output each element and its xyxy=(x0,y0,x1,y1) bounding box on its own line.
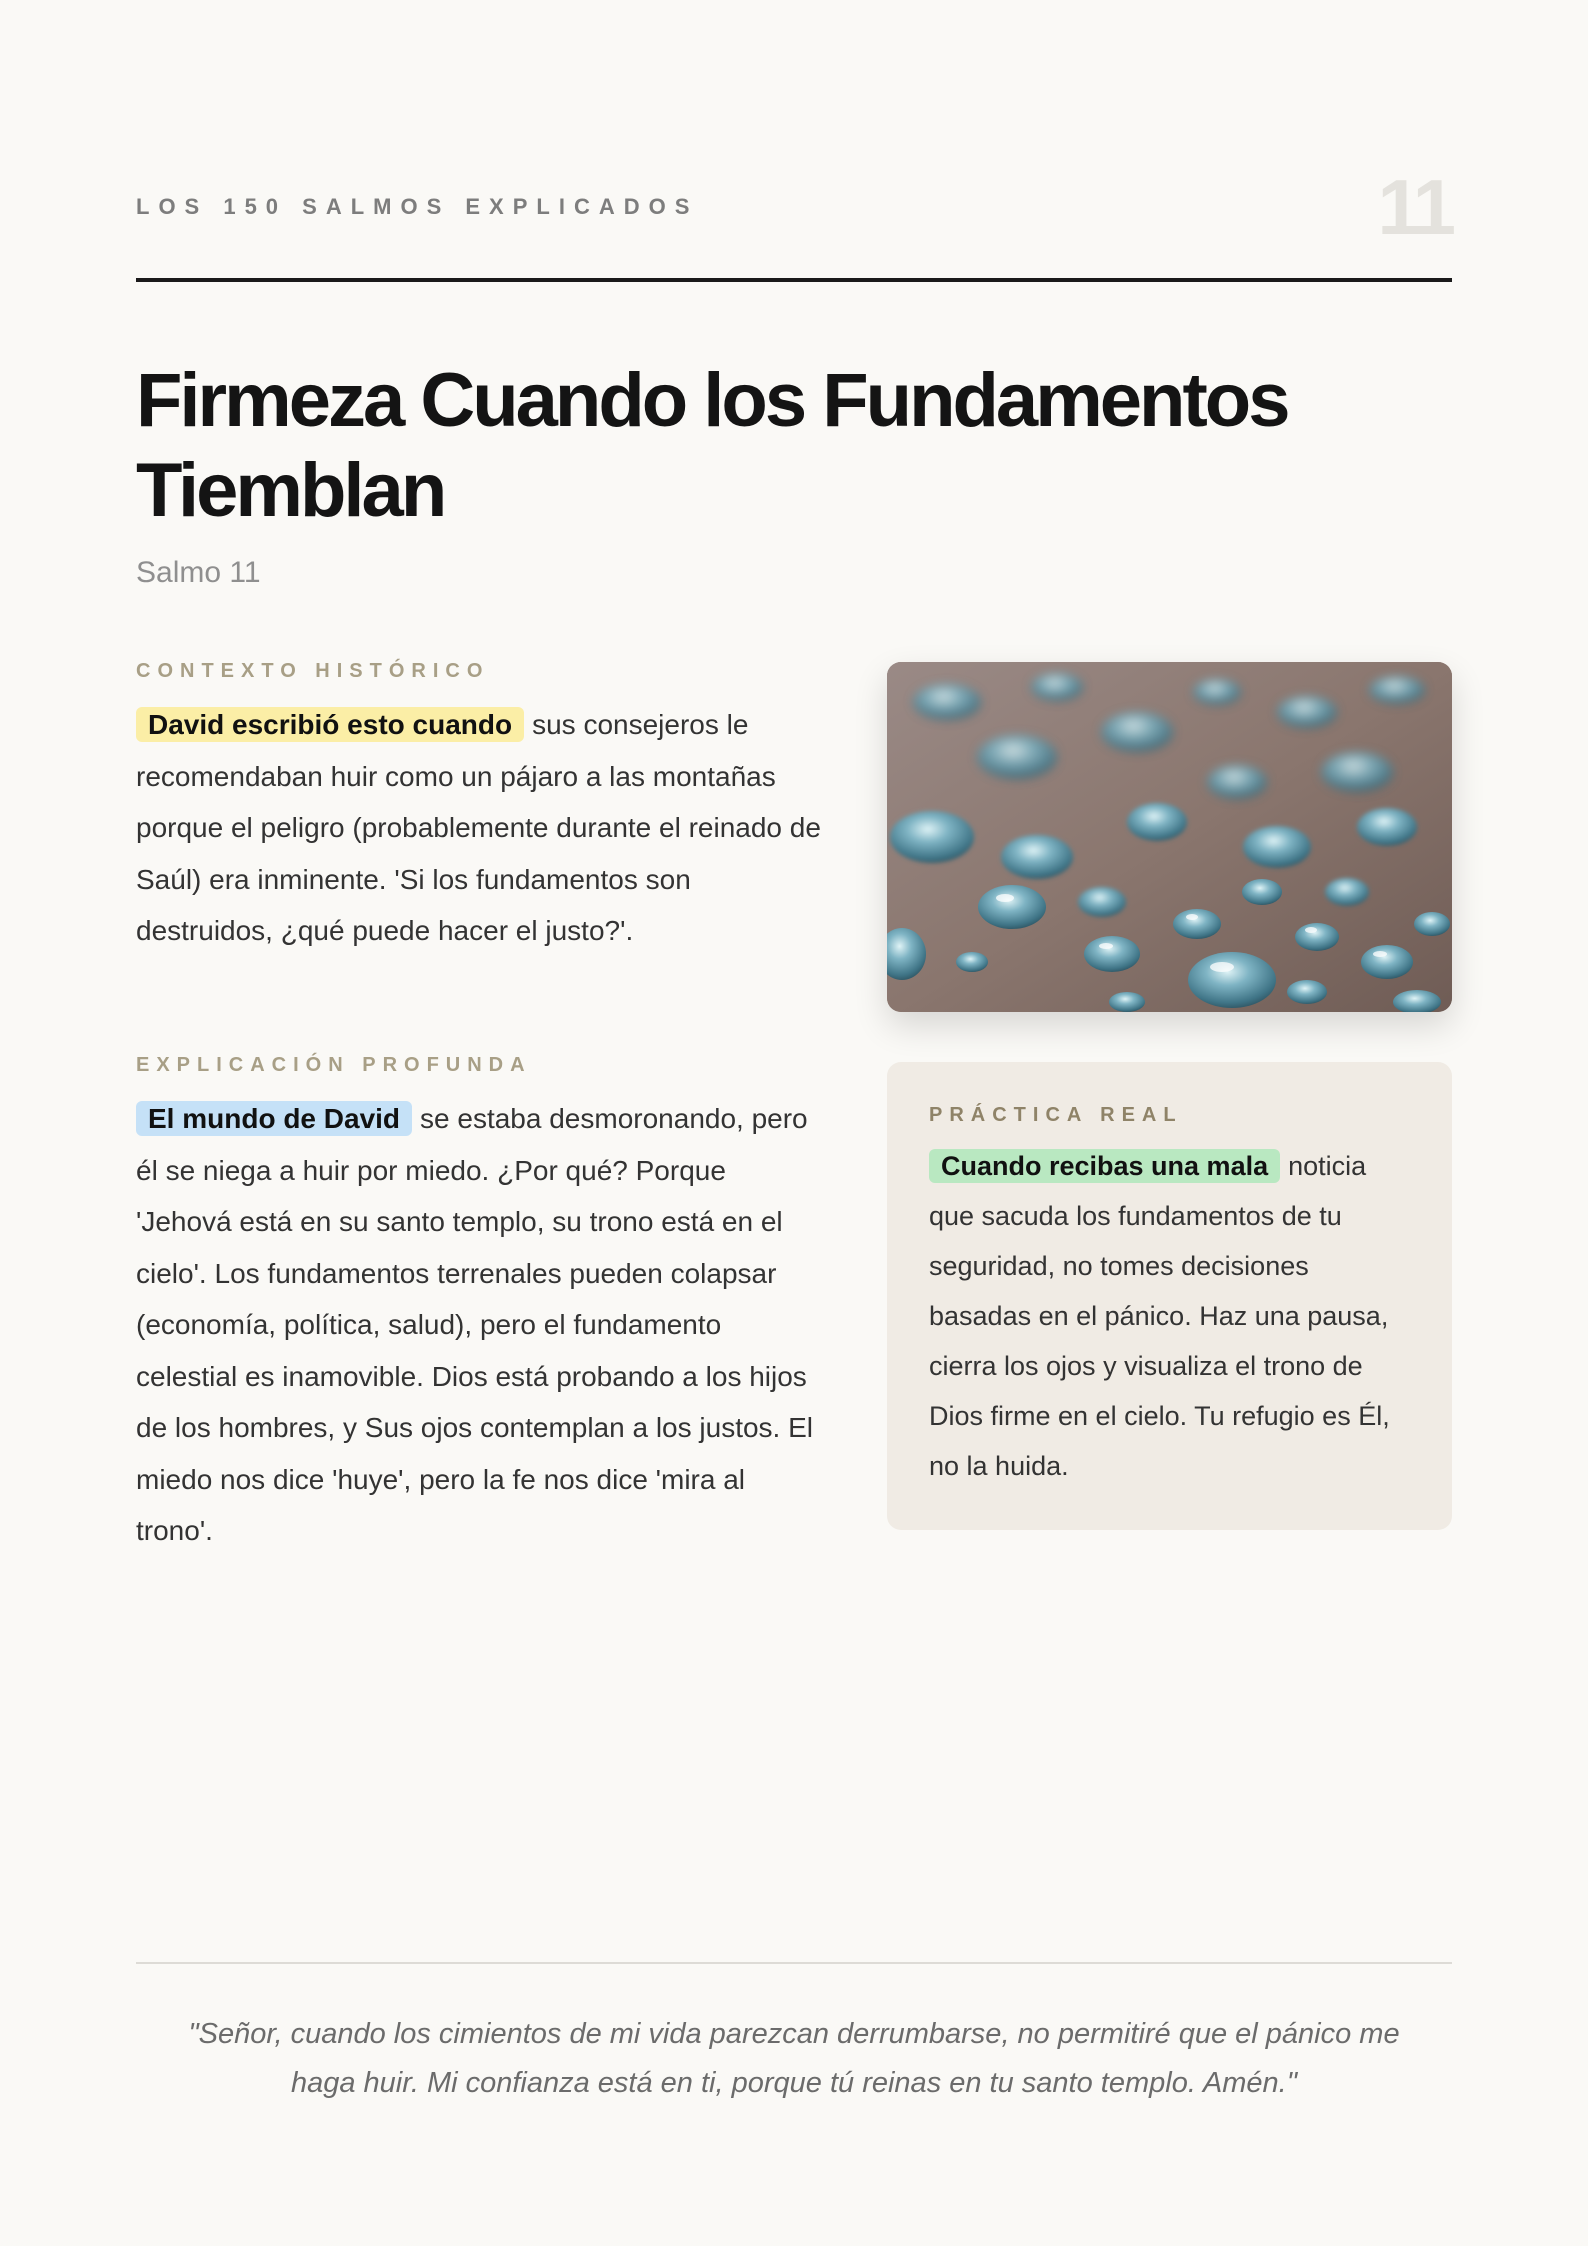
historical-context-section xyxy=(136,660,826,957)
historical-context-text xyxy=(136,699,826,957)
practice-highlight: Cuando recibas una mala xyxy=(929,1149,1280,1183)
page-header xyxy=(136,160,1452,282)
closing-prayer: "Señor, cuando los cimientos de mi vida parezcan derrumbarse, no permitiré que el pánico me haga huir. Mi confianza está en ti, porque tú reinas en tu santo templo. Amén." xyxy=(188,2018,1400,2099)
page xyxy=(136,0,1452,2246)
practice-body: noticia que sacuda los fundamentos de tu seguridad, no tomes decisiones basadas en el pánico. Haz una pausa, cierra los ojos y visualiza el trono de Dios firme en el cielo. Tu refugio es Él, no la huida. xyxy=(929,1151,1390,1481)
page-title: Firmeza Cuando los Fundamentos Tiemblan xyxy=(136,358,1288,533)
practice-label: PRÁCTICA REAL xyxy=(929,1104,1183,1126)
deep-explanation-body: se estaba desmoronando, pero él se niega a huir por miedo. ¿Por qué? Porque 'Jehová está en su santo templo, su trono está en el cielo'. Los fundamentos terrenales pueden colapsar (economía, política, salud), pero el fundamento celestial es inamovible. Dios está probando a los hijos de los hombres, y Sus ojos contemplan a los justos. El miedo nos dice 'huye', pero la fe nos dice 'mira al trono'. xyxy=(136,1103,814,1546)
historical-context-highlight: David escribió esto cuando xyxy=(136,707,524,742)
deep-explanation-section xyxy=(136,1054,826,1557)
water-droplets-illustration xyxy=(887,662,1452,1012)
deep-explanation-text xyxy=(136,1093,826,1557)
historical-context-label: CONTEXTO HISTÓRICO xyxy=(136,660,490,682)
deep-explanation-highlight: El mundo de David xyxy=(136,1101,412,1136)
page-number: 11 xyxy=(1377,163,1452,251)
historical-context-body: sus consejeros le recomendaban huir como un pájaro a las montañas porque el peligro (probablemente durante el reinado de Saúl) era inminente. 'Si los fundamentos son destruidos, ¿qué puede hacer el justo?'. xyxy=(136,709,821,946)
prayer-footer xyxy=(136,1962,1452,2108)
deep-explanation-label: EXPLICACIÓN PROFUNDA xyxy=(136,1054,532,1076)
practice-text xyxy=(929,1141,1410,1491)
series-title: LOS 150 SALMOS EXPLICADOS xyxy=(136,194,699,219)
psalm-reference: Salmo 11 xyxy=(136,556,261,589)
practice-card xyxy=(887,1062,1452,1530)
water-droplets-photo xyxy=(887,662,1452,1012)
